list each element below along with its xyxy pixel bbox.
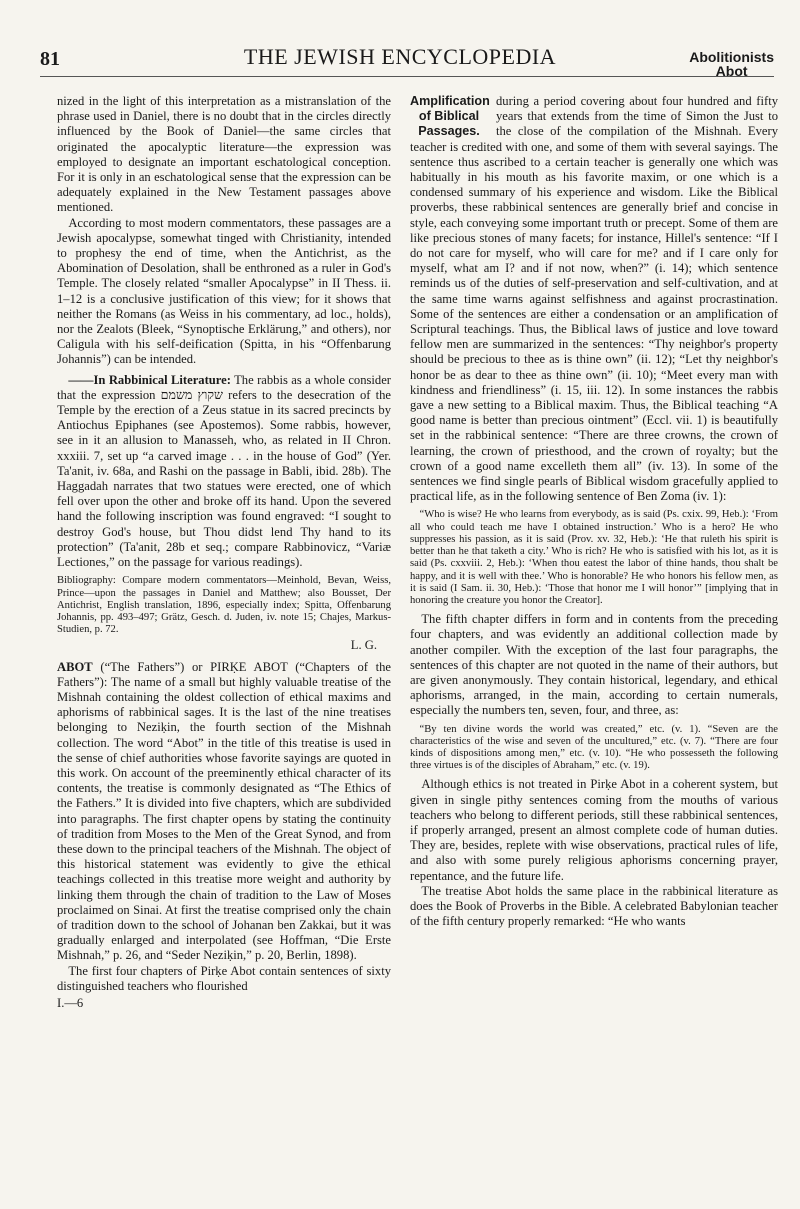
page-header — [0, 0, 800, 80]
quotation: “Who is wise? He who learns from everybody, as is said (Ps. cxix. 99, Heb.): ‘From all who could teach me have I obtained instruction.’ Who is a hero? He who suppresses his passion, as it is said (Prov. xv. 32, Heb.): ‘He that ruleth his spirit is better than he that taketh a city.’ Who is rich? He who is satisfied with his lot, as it is said (Ps. cxxviii. 2, Heb.): ‘When thou eatest the labor of thine hands, thou shalt be happy, and it is well with thee.’ Who is honorable? He who honors his fellow men, as it is said (I Sam. ii. 30, Heb.): ‘Those that honor me I will honor’” [implying that in honoring the creature you honor the Creator]. — [410, 509, 778, 606]
corner-last-entry: Abot — [715, 63, 748, 79]
quotation: “By ten divine words the world was created,” etc. (v. 1). “Seven are the characteristics of the wise and seven of the uncultured,” etc. (v. 7). “There are four kinds of dispositions among men,” etc. (v. 10). “He who possesseth the following three virtues is of the disciples of Abraham,” etc. (v. 19). — [410, 723, 778, 772]
paragraph-text: (“The Fathers”) or PIRḲE ABOT (“Chapters of the Fathers”): The name of a small but highly valuable treatise of the Mishnah containing the oldest collection of ethical maxims and aphorisms of rabbinical sages. It is the last of the nine treatises belonging to Neziḳin, the fourth section of the Mishnah collection. The word “Abot” in the title of this treatise is used in the sense of chief authorities whose favorite sayings are quoted in this work. On account of the preeminently ethical character of its contents, the treatise is commonly designated as “The Ethics of the Fathers.” It is divided into five chapters, which are subdivided into paragraphs. The first chapter opens by stating the continuity of tradition from Moses to the Men of the Great Synod, and from these down to the principal teachers of the Mishnah. The object of this historical statement was evidently to give the ethical teachings collected in this treatise more weight and authority by linking them through the chain of tradition to the Law of Moses proclaimed on Sinai. At first the treatise comprised only the chain of tradition down to the school of Johanan ben Zakkai, but it was gradually enlarged and interpolated (see Hoffman, “Die Erste Mishnah,” p. 26, and “Seder Neziḳin,” p. 20, Berlin, 1898). — [57, 659, 391, 963]
right-column — [410, 94, 778, 929]
paragraph: According to most modern commentators, these passages are a Jewish apocalypse, somewhat tinged with Christianity, intended to prophesy the end of time, when the Antichrist, as the Abomination of Desolation, shall be enthroned as a ruler in God's Temple. The closely related “smaller Apocalypse” in II Thess. ii. 1–12 is a conclusive justification of this view; for it shows that neither the Romans (as Weiss in his commentary, ad loc., holds), nor the Zealots (Bleek, “Synoptische Erklärung,” and others), nor Caligula with his self-deification (Spitta, in his “Offenbarung Johannis”) can be intended. — [57, 215, 391, 367]
paragraph: The fifth chapter differs in form and in contents from the preceding four chapters, and was evidently an additional collection made by another compiler. With the exception of the last four paragraphs, the sentences of this chapter are not quoted in the name of their authors, but are given anonymously. They contain historical, legendary, and ethical aphorisms, arranged, in the main, according to certain numerals, especially the numbers ten, seven, four, and three, as: — [410, 612, 778, 718]
left-column — [57, 94, 391, 1011]
paragraph: The first four chapters of Pirḳe Abot contain sentences of sixty distinguished teachers who flourished — [57, 963, 391, 993]
running-title: THE JEWISH ENCYCLOPEDIA — [243, 44, 557, 69]
paragraph — [57, 660, 391, 964]
entry-heading: ABOT — [57, 659, 93, 674]
header-rule — [40, 76, 774, 77]
paragraph-text: The rabbis as a whole consider that the expression שקוץ משמם refers to the desecration of the Temple by the erection of a Zeus statue in its sacred precincts by Antiochus Epiphanes (see Apostemos). Some rabbis, however, see in it an allusion to Manasseh, who, as related in II Chron. xxxiii. 7, set up “a carved image . . . in the house of God” (Yer. Ta'anit, iv. 68a, and Rashi on the passage in Babli, ibid. 28b). The Haggadah narrates that two statues were erected, one of which fell over upon the other and broke off its hand. Upon the severed hand the following inscription was found engraved: “I sought to destroy God's house, but Thou didst lend Thy hand to its protection” (Ta'anit, 28b et seq.; compare Rabbinovicz, “Variæ Lectiones,” on the passage for various readings). — [57, 372, 392, 570]
paragraph — [410, 94, 778, 504]
paragraph: The treatise Abot holds the same place in the rabbinical literature as does the Book of Proverbs in the Bible. A celebrated Babylonian teacher of the fifth century properly remarked: “He who wants — [410, 883, 778, 929]
corner-keywords — [689, 50, 774, 78]
section-heading: ——In Rabbinical Literature: — [68, 372, 231, 387]
paragraph-text: during a period covering about four hundred and fifty years that extends from the time of Simon the Just to the close of the compilation of the Mishnah. Every teacher is credited with one, and some of them with several sayings. The sentence thus ascribed to a certain teacher is generally one which was habitually in his mouth as his favorite maxim, or one which is a condensed summary of his experience and wisdom. Like the Biblical proverbs, these rabbinical sentences are generally brief and concise in style, each conveying some important truth or precept. Some of them are like precious stones of many facets; for instance, Hillel's sentence: “If I do not care for myself, who will care for me? and if I care only for myself, what am I? and if not now, when?” (i. 14); which sentence reminds us of the duties of self-preservation and self-cultivation, and at the same time warns against selfishness and against procrastination. Some of the sentences are either a condensation or an amplification of Scriptural teachings. Thus, the Biblical laws of justice and love toward fellow men are summarized in the sentences: “Thy neighbor's property should be precious to thee as is thine own” (ii. 12); “Let thy neighbor's honor be as dear to thee as thine own” (ii. 10); “Meet every man with kindness and friendliness” (i. 15, iii. 12). In some instances the rabbis gave a new setting to a Biblical maxim. Thus, the Biblical teaching “A good name is better than precious ointment” (Eccl. vii. 1) is beautifully set in the rabbinical sentence: “There are three crowns, the crown of learning, the crown of priesthood, and the crown of royalty; but the crown of a good name excelleth them all” (iv. 13). In some of the sentences we find single pearls of Biblical wisdom gracefully applied to practical life, as in the following sentence of Ben Zoma (iv. 1): — [410, 94, 778, 504]
bibliography: Bibliography: Compare modern commentators—Meinhold, Bevan, Weiss, Prince—upon the passages in Daniel and Matthew; also Bousset, Der Antichrist, English translation, 1896, especially index; Spitta, Offenbarung Johannis, pp. 493–497; Grätz, Gesch. d. Juden, iv. note 15; Chajes, Markus-Studien, p. 72. — [57, 575, 391, 636]
page-number: 81 — [40, 48, 60, 70]
corner-first-entry: Abolitionists — [689, 49, 774, 65]
paragraph — [57, 373, 391, 571]
volume-folio: I.—6 — [57, 995, 84, 1010]
margin-note: Amplification of Biblical Passages. — [410, 94, 490, 139]
paragraph: Although ethics is not treated in Pirḳe Abot in a coherent system, but given in single pithy sentences coming from the mouths of various teachers who belong to different periods, still these rabbinical sentences, if properly arranged, present an almost complete code of human duties. They are, besides, replete with wise observations, practical rules of life, and also with some purely religious aphorisms concerning prayer, repentance, and the future life. — [410, 777, 778, 883]
author-signature: L. G. — [350, 638, 377, 653]
paragraph: nized in the light of this interpretation as a mistranslation of the phrase used in Daniel, there is no doubt that in the circles directly influenced by the Book of Daniel—the same circles that originated the apocalyptic literature—the expression was employed to designate an important eschatological conception. For it is only in an eschatological sense that the expression can be adequately explained in the New Testament passages above mentioned. — [57, 94, 391, 215]
